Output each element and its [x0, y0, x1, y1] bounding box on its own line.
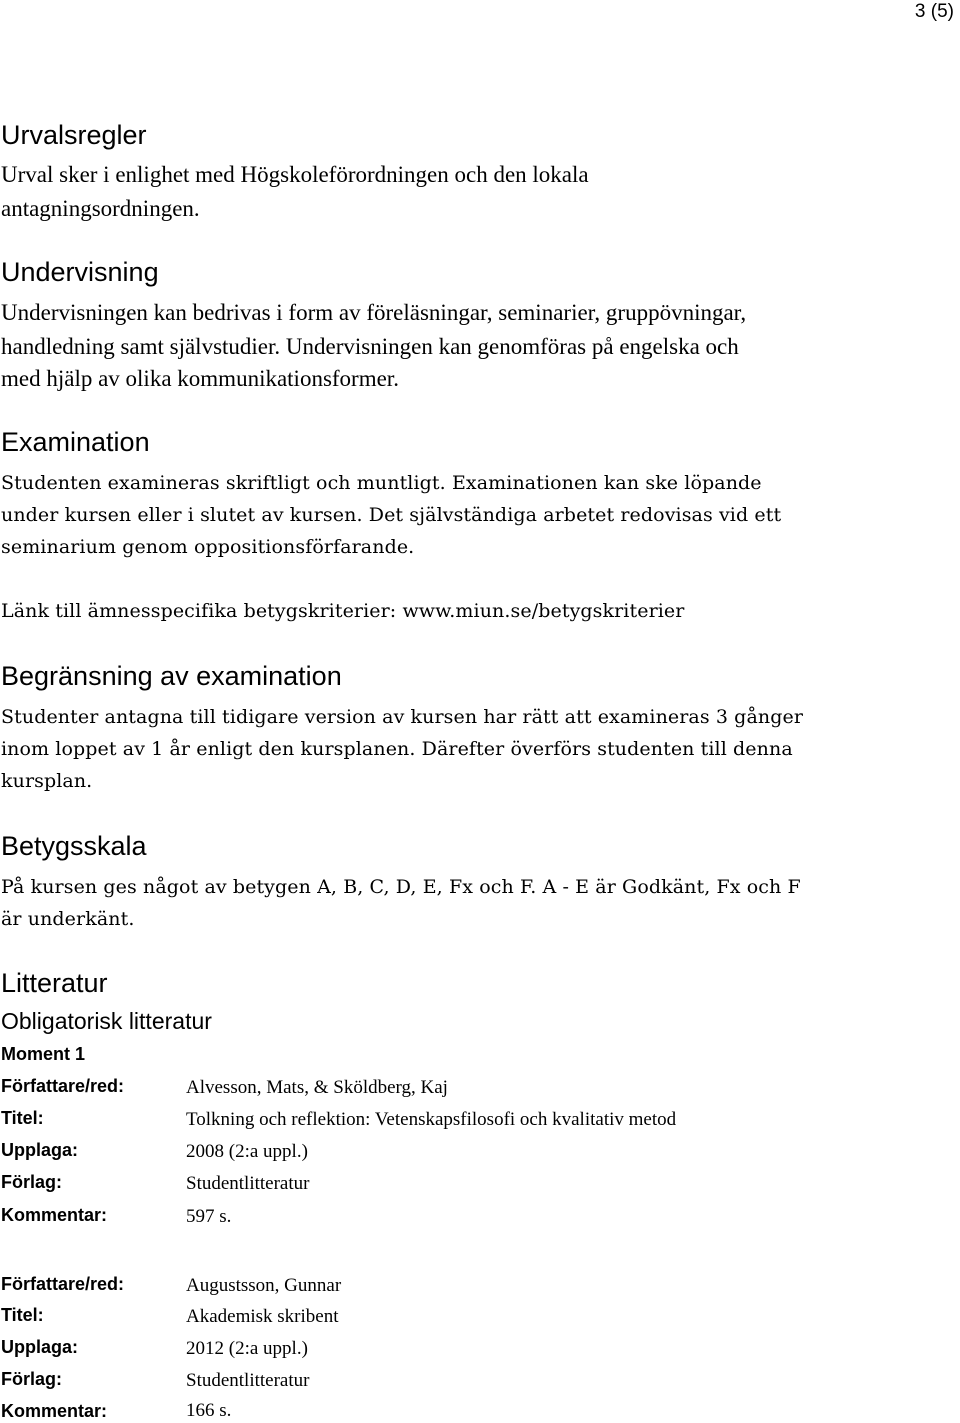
- betygsskala-text-line: På kursen ges något av betygen A, B, C, D, E, Fx och F. A - E är Godkänt, Fx och F: [1, 876, 801, 898]
- betygsskala-text-line: är underkänt.: [1, 908, 135, 930]
- comment-label: Kommentar:: [1, 1205, 108, 1225]
- begransning-text-line: Studenter antagna till tidigare version av kursen har rätt att examineras 3 gånger: [1, 706, 803, 728]
- page-number: 3 (5): [914, 1, 954, 22]
- examination-heading: Examination: [1, 427, 150, 457]
- book-title: Tolkning och reflektion: Vetenskapsfilosofi och kvalitativ metod: [186, 1109, 677, 1130]
- urvalsregler-text-line: antagningsordningen.: [1, 196, 200, 221]
- undervisning-text-line: Undervisningen kan bedrivas i form av föreläsningar, seminarier, gruppövningar,: [1, 300, 747, 325]
- book-edition: 2008 (2:a uppl.): [186, 1141, 308, 1162]
- examination-text-line: Studenten examineras skriftligt och muntligt. Examinationen kan ske löpande: [1, 472, 762, 494]
- betygsskala-heading: Betygsskala: [1, 831, 147, 861]
- betygskriterier-link-line: Länk till ämnesspecifika betygskriterier: www.miun.se/betygskriterier: [1, 600, 685, 622]
- book-edition: 2012 (2:a uppl.): [186, 1338, 308, 1359]
- book-comment: 166 s.: [186, 1400, 232, 1421]
- litteratur-heading: Litteratur: [1, 968, 108, 998]
- edition-label: Upplaga:: [1, 1337, 79, 1357]
- urvalsregler-text-line: Urval sker i enlighet med Högskoleförordningen och den lokala: [1, 162, 589, 187]
- undervisning-text-line: handledning samt självstudier. Undervisningen kan genomföras på engelska och: [1, 334, 739, 359]
- comment-label: Kommentar:: [1, 1401, 108, 1421]
- examination-text-line: seminarium genom oppositionsförfarande.: [1, 536, 415, 558]
- book-comment: 597 s.: [186, 1206, 232, 1227]
- begransning-heading: Begränsning av examination: [1, 661, 342, 691]
- author-label: Författare/red:: [1, 1274, 125, 1294]
- publisher-label: Förlag:: [1, 1369, 62, 1389]
- undervisning-text-line: med hjälp av olika kommunikationsformer.: [1, 366, 399, 391]
- begransning-text-line: inom loppet av 1 år enligt den kursplanen. Därefter överförs studenten till denna: [1, 738, 793, 760]
- book-author: Alvesson, Mats, & Sköldberg, Kaj: [186, 1077, 448, 1098]
- book-publisher: Studentlitteratur: [186, 1370, 310, 1391]
- moment-heading: Moment 1: [1, 1044, 86, 1064]
- urvalsregler-heading: Urvalsregler: [1, 120, 147, 150]
- begransning-text-line: kursplan.: [1, 770, 93, 792]
- title-label: Titel:: [1, 1305, 44, 1325]
- book-publisher: Studentlitteratur: [186, 1173, 310, 1194]
- title-label: Titel:: [1, 1108, 44, 1128]
- book-title: Akademisk skribent: [186, 1306, 339, 1327]
- author-label: Författare/red:: [1, 1076, 125, 1096]
- undervisning-heading: Undervisning: [1, 257, 159, 287]
- obligatorisk-litteratur-subheading: Obligatorisk litteratur: [1, 1008, 212, 1034]
- book-author: Augustsson, Gunnar: [186, 1275, 342, 1296]
- edition-label: Upplaga:: [1, 1140, 79, 1160]
- examination-text-line: under kursen eller i slutet av kursen. Det självständiga arbetet redovisas vid ett: [1, 504, 782, 526]
- publisher-label: Förlag:: [1, 1172, 62, 1192]
